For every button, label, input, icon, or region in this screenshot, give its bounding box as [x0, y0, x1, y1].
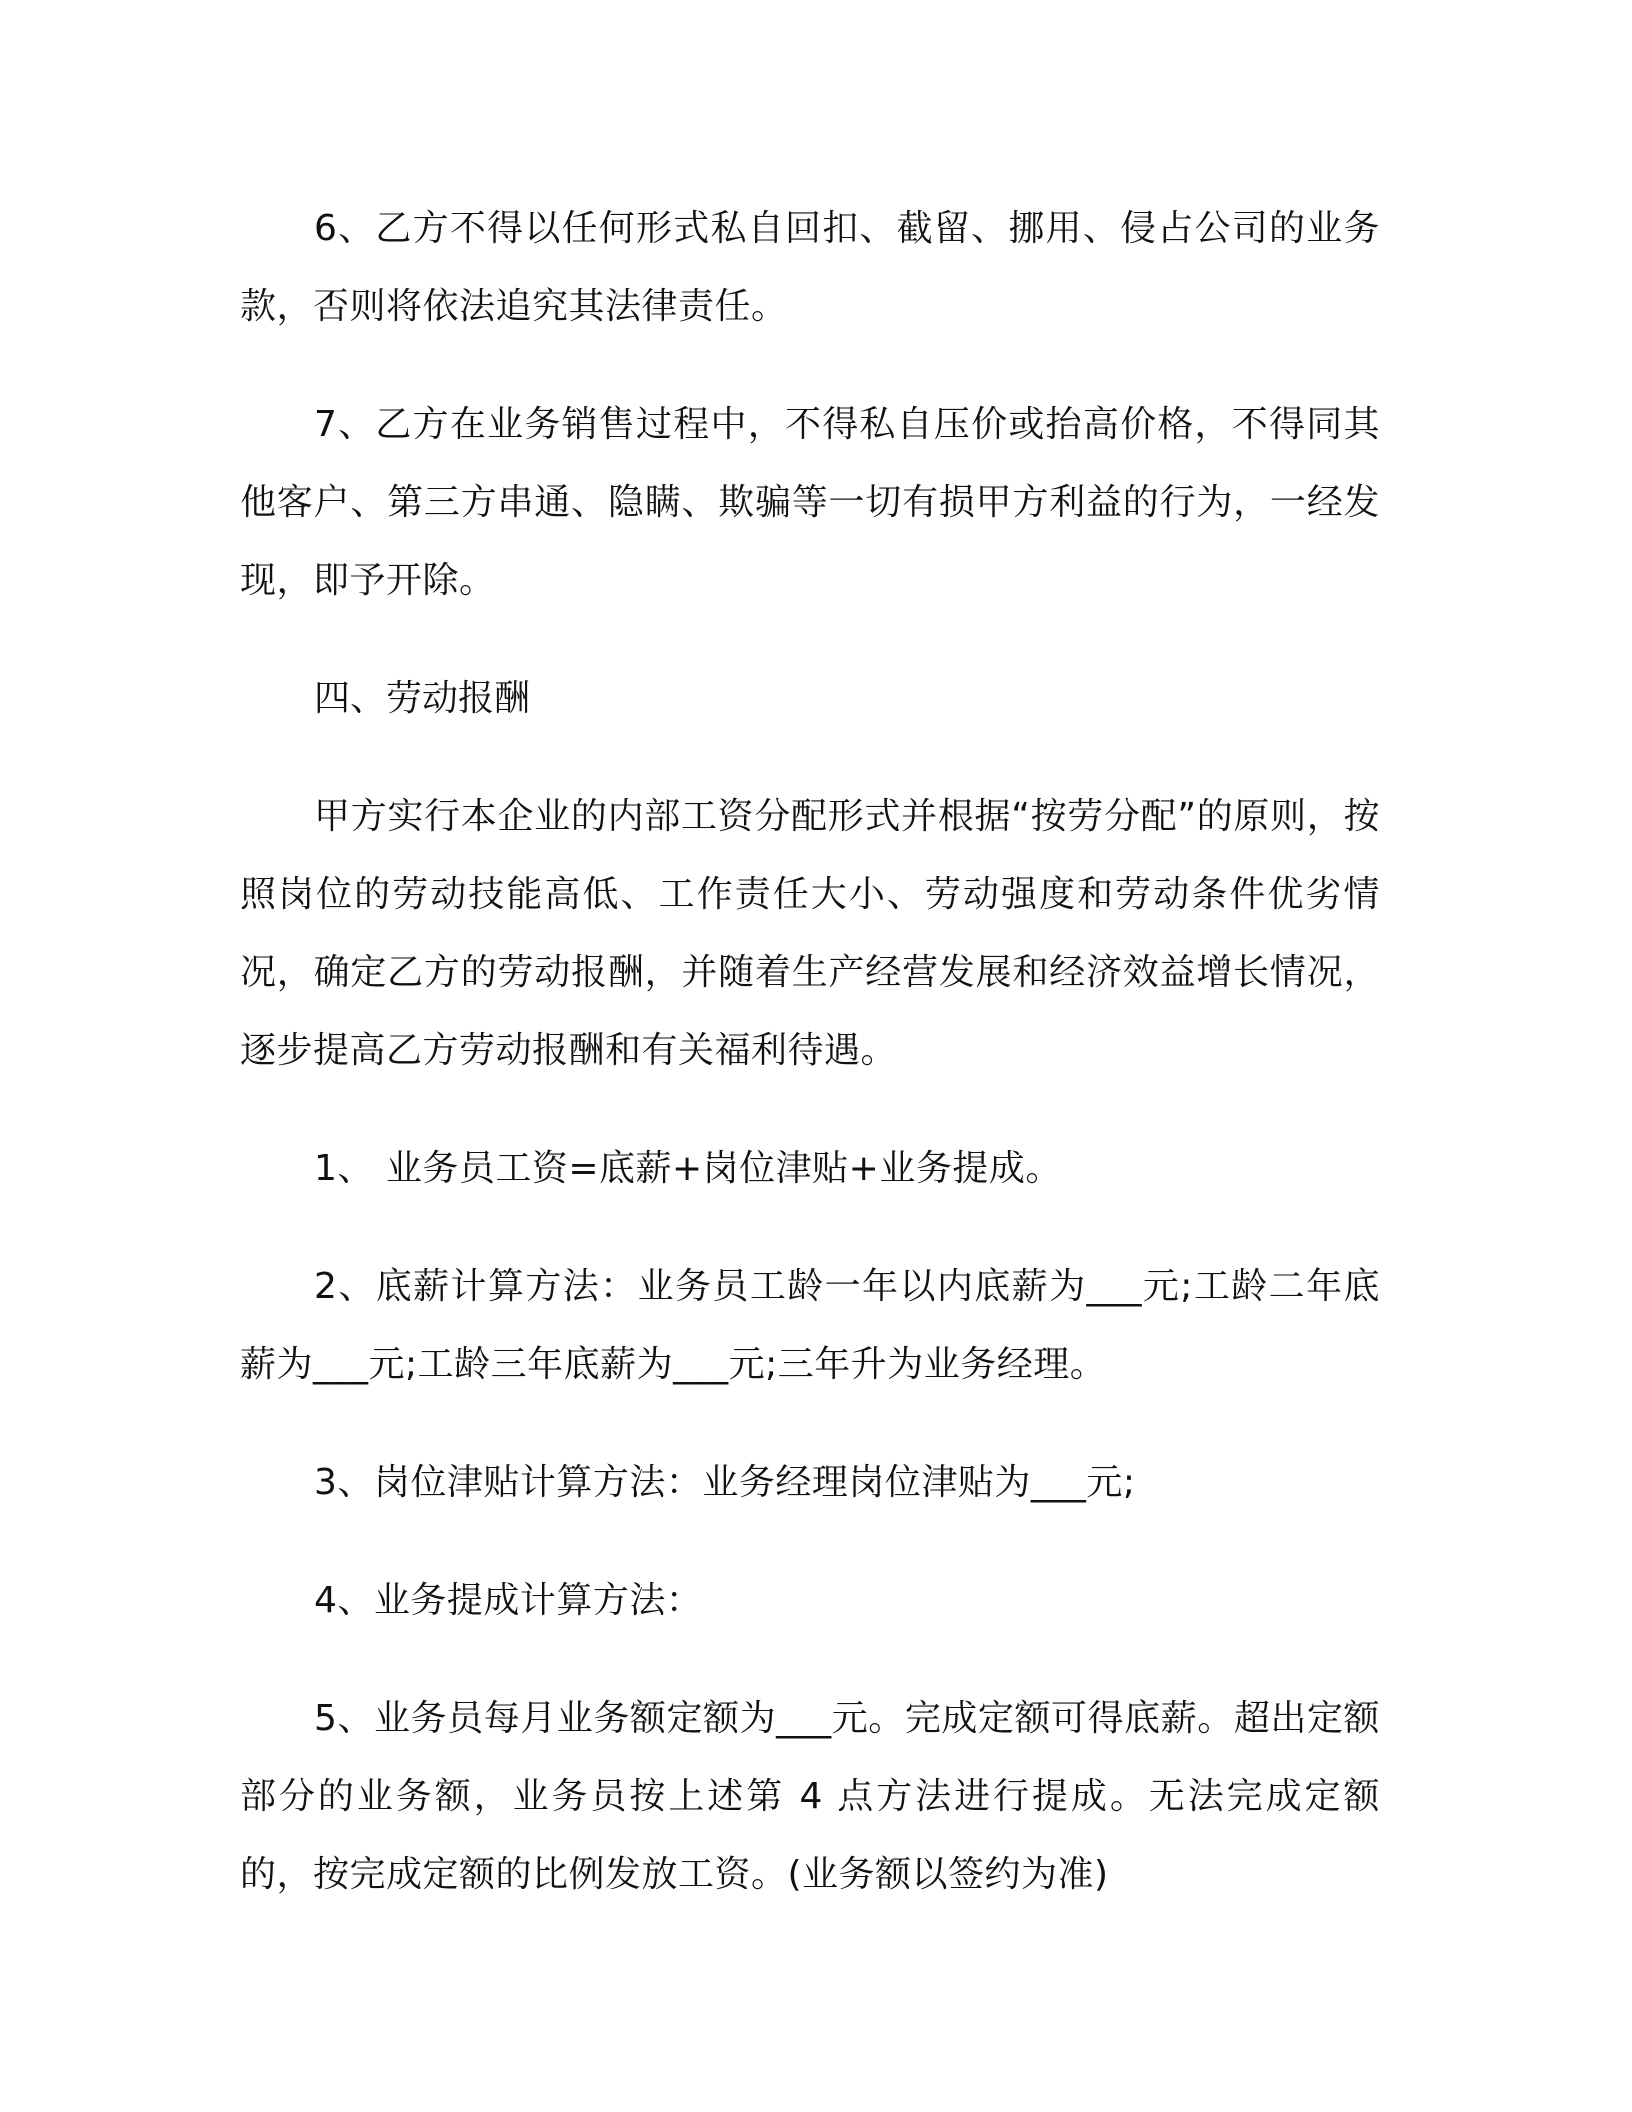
section-heading-labor-remuneration: 四、劳动报酬 — [314, 678, 531, 719]
document-body — [240, 190, 1380, 1954]
paragraph-post-allowance-method: 3、岗位津贴计算方法：业务经理岗位津贴为___元; — [314, 1462, 1136, 1503]
paragraph-monthly-quota: 5、业务员每月业务额定额为___元。完成定额可得底薪。超出定额部分的业务额，业务员按上述第 4 点方法进行提成。无法完成定额的，按完成定额的比例发放工资。(业务额以签约为准) — [240, 1698, 1380, 1895]
paragraph-remuneration-principle: 甲方实行本企业的内部工资分配形式并根据“按劳分配”的原则，按照岗位的劳动技能高低、工作责任大小、劳动强度和劳动条件优劣情况，确定乙方的劳动报酬，并随着生产经营发展和经济效益增长情况，逐步提高乙方劳动报酬和有关福利待遇。 — [240, 796, 1380, 1071]
paragraph-item-7: 7、乙方在业务销售过程中，不得私自压价或抬高价格，不得同其他客户、第三方串通、隐瞒、欺骗等一切有损甲方利益的行为，一经发现，即予开除。 — [240, 404, 1380, 601]
paragraph-salary-formula: 1、 业务员工资=底薪+岗位津贴+业务提成。 — [314, 1148, 1062, 1189]
paragraph-item-6: 6、乙方不得以任何形式私自回扣、截留、挪用、侵占公司的业务款，否则将依法追究其法律责任。 — [240, 208, 1380, 327]
paragraph-base-salary-method: 2、底薪计算方法：业务员工龄一年以内底薪为___元;工龄二年底薪为___元;工龄三年底薪为___元;三年升为业务经理。 — [240, 1266, 1380, 1385]
paragraph-commission-method: 4、业务提成计算方法： — [314, 1580, 703, 1621]
